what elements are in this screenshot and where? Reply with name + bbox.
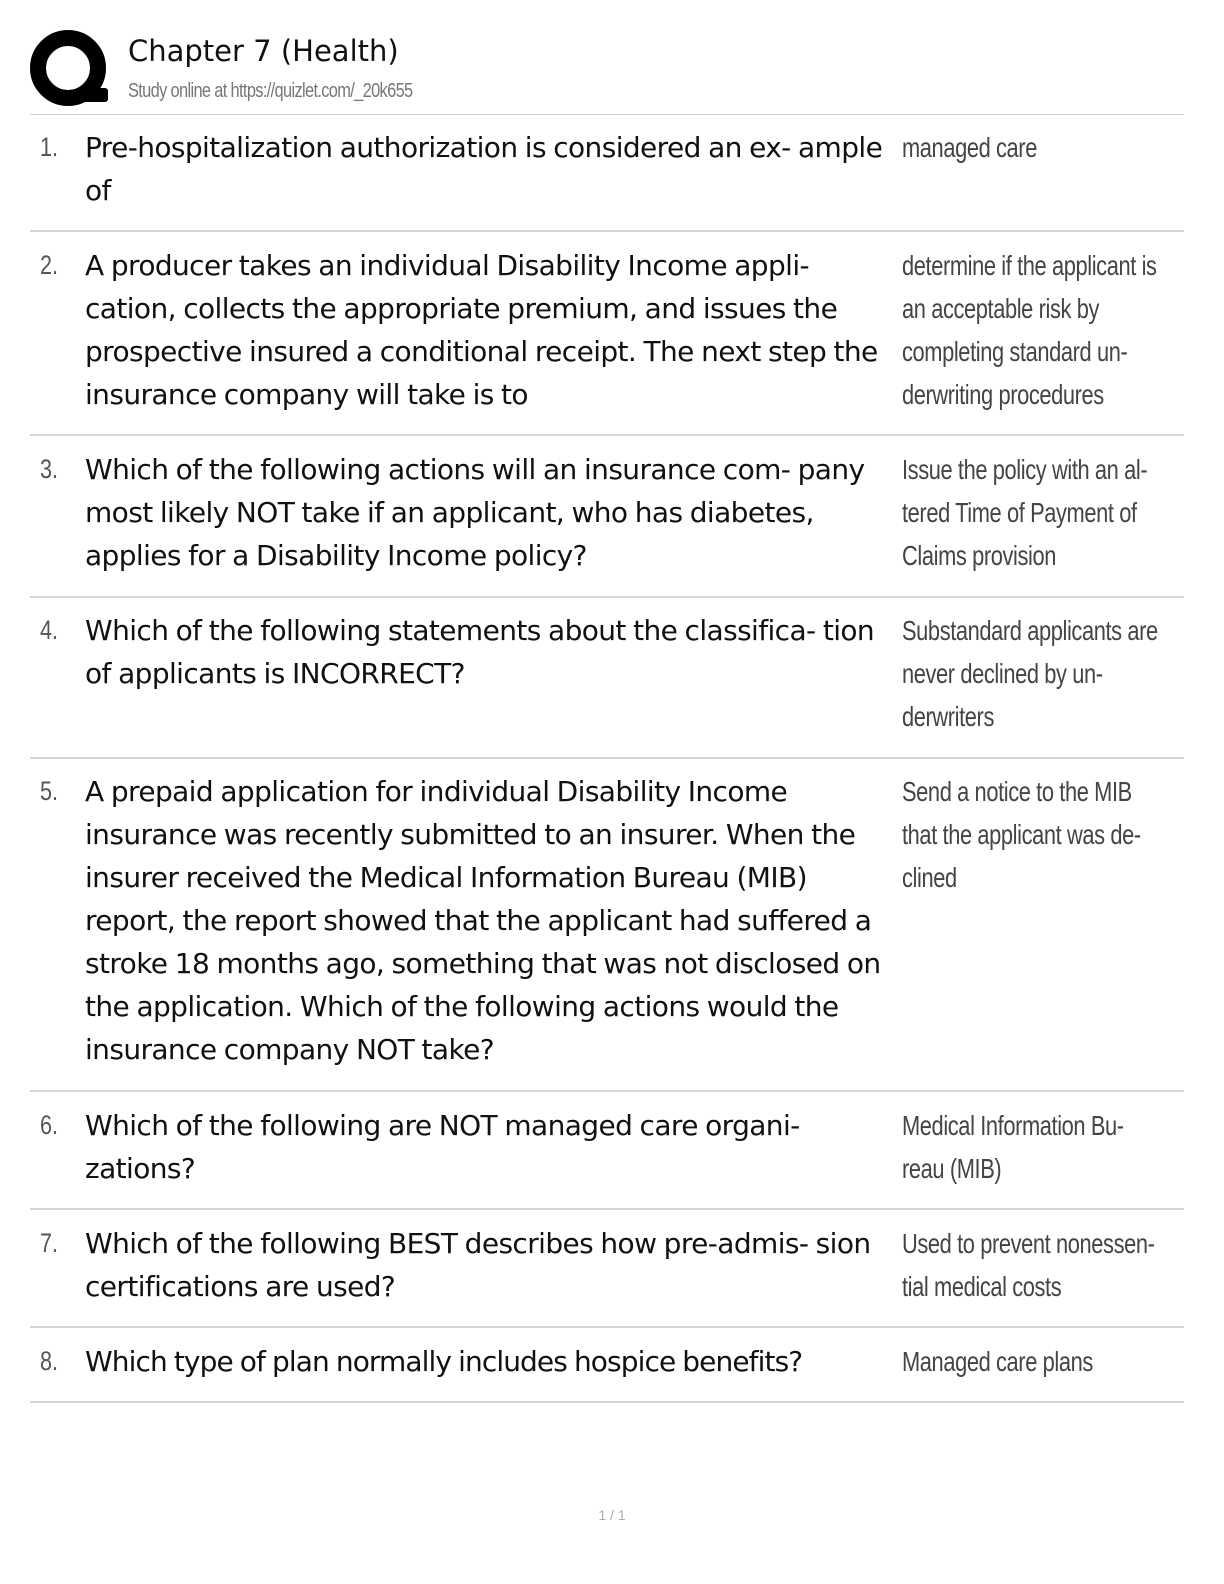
card-definition: Substandard applicants are never declined by un- derwriters: [902, 615, 1158, 732]
card-definition: Send a notice to the MIB that the applicant was de- clined: [902, 776, 1141, 893]
flashcard-row: [30, 448, 1184, 596]
header-divider: [30, 114, 1184, 115]
card-number: 1.: [40, 132, 59, 162]
quizlet-q-logo-icon: [30, 30, 110, 110]
card-divider: [30, 1401, 1184, 1403]
flashcard-row: [30, 126, 1184, 230]
card-term: A producer takes an individual Disability Income appli- cation, collects the appropriate premium, and issues the prospective insured a conditional receipt. The next step the insurance company will take is to: [85, 249, 878, 411]
flashcard-row: [30, 1222, 1184, 1326]
card-definition: determine if the applicant is an acceptable risk by completing standard un- derwriting procedures: [902, 250, 1157, 410]
page-number: 1 / 1: [598, 1507, 626, 1523]
card-term: Which of the following are NOT managed care organi- zations?: [85, 1109, 800, 1185]
card-divider: [30, 596, 1184, 598]
card-term: Which of the following statements about the classifica- tion of applicants is INCORRECT?: [85, 614, 875, 690]
card-definition: Issue the policy with an al- tered Time of Payment of Claims provision: [902, 454, 1148, 571]
flashcard-row: [30, 1104, 1184, 1208]
card-definition: Medical Information Bu- reau (MIB): [902, 1110, 1124, 1184]
card-term: Which type of plan normally includes hospice benefits?: [85, 1345, 803, 1378]
card-number: 4.: [40, 615, 59, 645]
flashcard-row: [30, 1340, 1184, 1400]
card-divider: [30, 1208, 1184, 1210]
card-definition: Used to prevent nonessen- tial medical costs: [902, 1228, 1155, 1302]
card-number: 2.: [40, 250, 59, 280]
card-number: 6.: [40, 1110, 59, 1140]
page-title: Chapter 7 (Health): [128, 34, 399, 68]
study-online-link[interactable]: Study online at https://quizlet.com/_20k655: [128, 80, 413, 102]
card-divider: [30, 230, 1184, 232]
card-number: 8.: [40, 1346, 59, 1376]
flashcard-row: [30, 609, 1184, 757]
card-term: A prepaid application for individual Disability Income insurance was recently submitted to an insurer. When the insurer received the Medical Information Bureau (MIB) report, the report showed that the applicant had suffered a stroke 18 months ago, something that was not disclosed on the application. Which of the following actions would the insurance company NOT take?: [85, 775, 881, 1066]
card-number: 3.: [40, 454, 59, 484]
card-divider: [30, 757, 1184, 759]
card-divider: [30, 1090, 1184, 1092]
card-term: Which of the following actions will an insurance com- pany most likely NOT take if an applicant, who has diabetes, applies for a Disability Income policy?: [85, 453, 865, 572]
flashcard-row: [30, 770, 1184, 1090]
card-number: 5.: [40, 776, 59, 806]
card-term: Which of the following BEST describes how pre-admis- sion certifications are used?: [85, 1227, 871, 1303]
card-term: Pre-hospitalization authorization is considered an ex- ample of: [85, 131, 883, 207]
card-definition: Managed care plans: [902, 1346, 1093, 1377]
card-number: 7.: [40, 1228, 59, 1258]
flashcard-row: [30, 244, 1184, 434]
card-definition: managed care: [902, 132, 1037, 163]
card-divider: [30, 1326, 1184, 1328]
page-header: [30, 28, 1184, 114]
card-divider: [30, 434, 1184, 436]
